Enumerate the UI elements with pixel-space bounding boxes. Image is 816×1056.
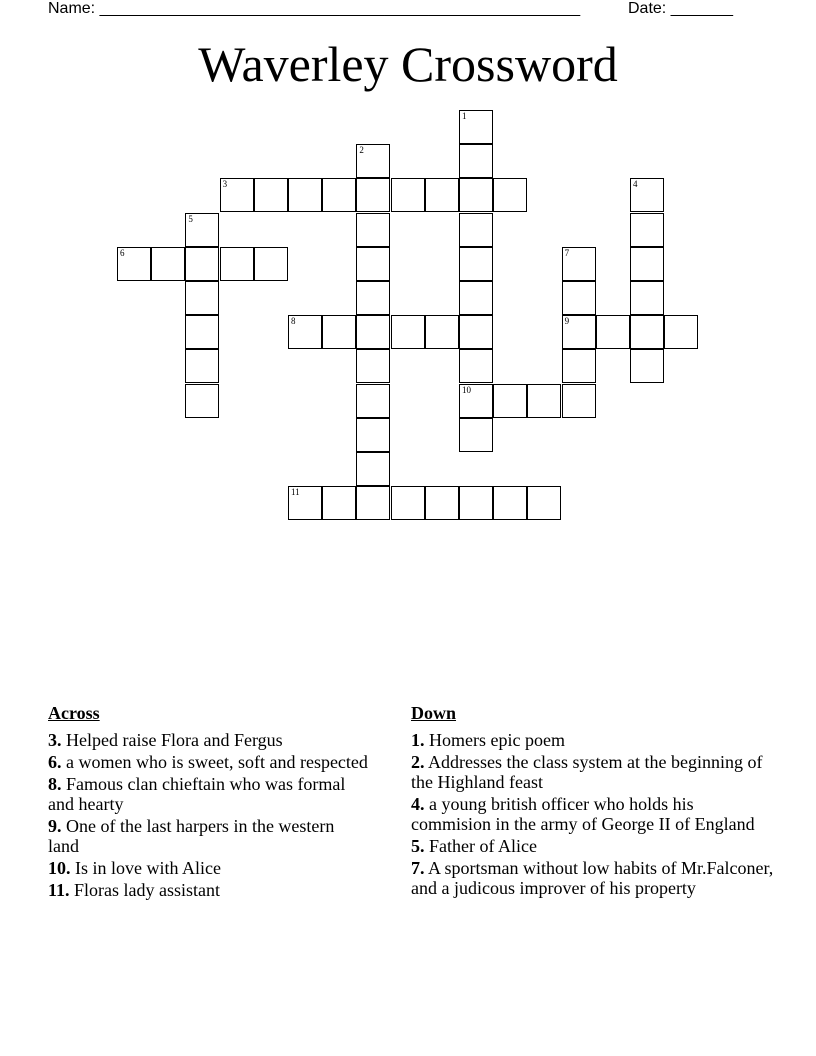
crossword-cell[interactable] [630,281,664,315]
clue-number: 2. [411,752,425,772]
crossword-cell[interactable] [459,213,493,247]
clue-number: 1. [411,730,425,750]
across-clue [48,880,368,900]
clue-number: 8. [48,774,62,794]
cell-number: 11 [291,487,300,498]
crossword-cell[interactable] [527,384,561,418]
clue-number: 10. [48,858,71,878]
cell-number: 8 [291,316,296,327]
across-clue [48,858,368,878]
crossword-cell[interactable] [356,452,390,486]
crossword-cell[interactable] [493,178,527,212]
crossword-cell[interactable] [185,281,219,315]
crossword-cell[interactable] [322,315,356,349]
crossword-cell[interactable] [630,247,664,281]
clue-text: Is in love with Alice [75,858,221,878]
crossword-cell[interactable] [562,349,596,383]
crossword-cell[interactable] [391,486,425,520]
crossword-cell[interactable] [288,486,322,520]
crossword-cell[interactable] [356,247,390,281]
crossword-cell[interactable] [459,144,493,178]
clue-number: 9. [48,816,62,836]
date-field-label: Date: _______ [628,0,733,17]
crossword-cell[interactable] [425,486,459,520]
crossword-cell[interactable] [562,247,596,281]
crossword-cell[interactable] [630,315,664,349]
crossword-cell[interactable] [356,213,390,247]
crossword-cell[interactable] [356,144,390,178]
crossword-cell[interactable] [254,178,288,212]
crossword-cell[interactable] [185,213,219,247]
crossword-cell[interactable] [596,315,630,349]
name-field-label: Name: ______________________________________________________ [48,0,581,17]
clue-text: One of the last harpers in the western land [48,816,335,856]
crossword-cell[interactable] [151,247,185,281]
clue-number: 4. [411,794,425,814]
cell-number: 7 [564,247,570,258]
clue-text: Floras lady assistant [74,880,221,900]
crossword-cell[interactable] [527,486,561,520]
clue-text: a women who is sweet, soft and respected [66,752,368,772]
clue-text: Homers epic poem [429,730,565,750]
crossword-cell[interactable] [356,418,390,452]
crossword-cell[interactable] [493,486,527,520]
clue-text: Famous clan chieftain who was formal and hearty [48,774,346,814]
down-clue [411,794,776,834]
down-clue [411,752,776,792]
clue-number: 5. [411,836,425,856]
cell-number: 3 [222,179,228,190]
crossword-cell[interactable] [459,486,493,520]
clue-number: 11. [48,880,70,900]
down-clue [411,730,776,750]
crossword-cell[interactable] [254,247,288,281]
crossword-cell[interactable] [459,349,493,383]
crossword-cell[interactable] [630,213,664,247]
crossword-cell[interactable] [185,349,219,383]
across-clue [48,730,368,750]
across-clue [48,752,368,772]
crossword-cell[interactable] [493,384,527,418]
crossword-cell[interactable] [356,384,390,418]
crossword-cell[interactable] [391,315,425,349]
crossword-cell[interactable] [322,486,356,520]
clue-text: Addresses the class system at the beginning of the Highland feast [411,752,763,792]
crossword-cell[interactable] [664,315,698,349]
crossword-cell[interactable] [356,178,390,212]
crossword-cell[interactable] [391,178,425,212]
down-clue [411,836,776,856]
crossword-cell[interactable] [356,486,390,520]
crossword-cell[interactable] [425,178,459,212]
crossword-cell[interactable] [288,178,322,212]
cell-number: 1 [462,111,467,121]
crossword-cell[interactable] [459,178,493,212]
clue-text: a young british officer who holds his commision in the army of George II of England [411,794,755,834]
crossword-cell[interactable] [562,384,596,418]
across-clue [48,774,368,814]
crossword-cell[interactable] [459,247,493,281]
crossword-cell[interactable] [630,349,664,383]
crossword-cell[interactable] [562,315,596,349]
crossword-cell[interactable] [185,384,219,418]
cell-number: 2 [359,145,364,156]
across-clue [48,816,368,856]
crossword-cell[interactable] [630,178,664,212]
crossword-cell[interactable] [459,281,493,315]
crossword-cell[interactable] [459,384,493,418]
crossword-cell[interactable] [220,247,254,281]
clue-number: 7. [411,858,425,878]
crossword-cell[interactable] [185,315,219,349]
clue-text: Helped raise Flora and Fergus [66,730,283,750]
crossword-cell[interactable] [322,178,356,212]
across-heading: Across [48,703,100,723]
cell-number: 10 [462,384,471,395]
down-clue [411,858,776,898]
crossword-cell[interactable] [425,315,459,349]
crossword-cell[interactable] [117,247,151,281]
cell-number: 5 [188,213,193,224]
crossword-cell[interactable] [459,418,493,452]
page-title: Waverley Crossword [198,36,618,92]
cell-number: 4 [633,179,638,190]
clue-number: 6. [48,752,62,772]
clue-number: 3. [48,730,62,750]
down-clues [411,703,776,900]
crossword-cell[interactable] [220,178,254,212]
crossword-cell[interactable] [356,315,390,349]
crossword-cell[interactable] [356,349,390,383]
crossword-cell[interactable] [288,315,322,349]
crossword-cell[interactable] [356,281,390,315]
across-clues [48,703,368,902]
crossword-cell[interactable] [562,281,596,315]
crossword-cell[interactable] [185,247,219,281]
crossword-cell[interactable] [459,110,493,144]
crossword-cell[interactable] [459,315,493,349]
down-heading: Down [411,703,457,723]
clue-text: A sportsman without low habits of Mr.Falconer, and a judicous improver of his property [411,858,774,898]
cell-number: 6 [120,247,125,258]
cell-number: 9 [564,316,570,327]
clue-text: Father of Alice [429,836,537,856]
